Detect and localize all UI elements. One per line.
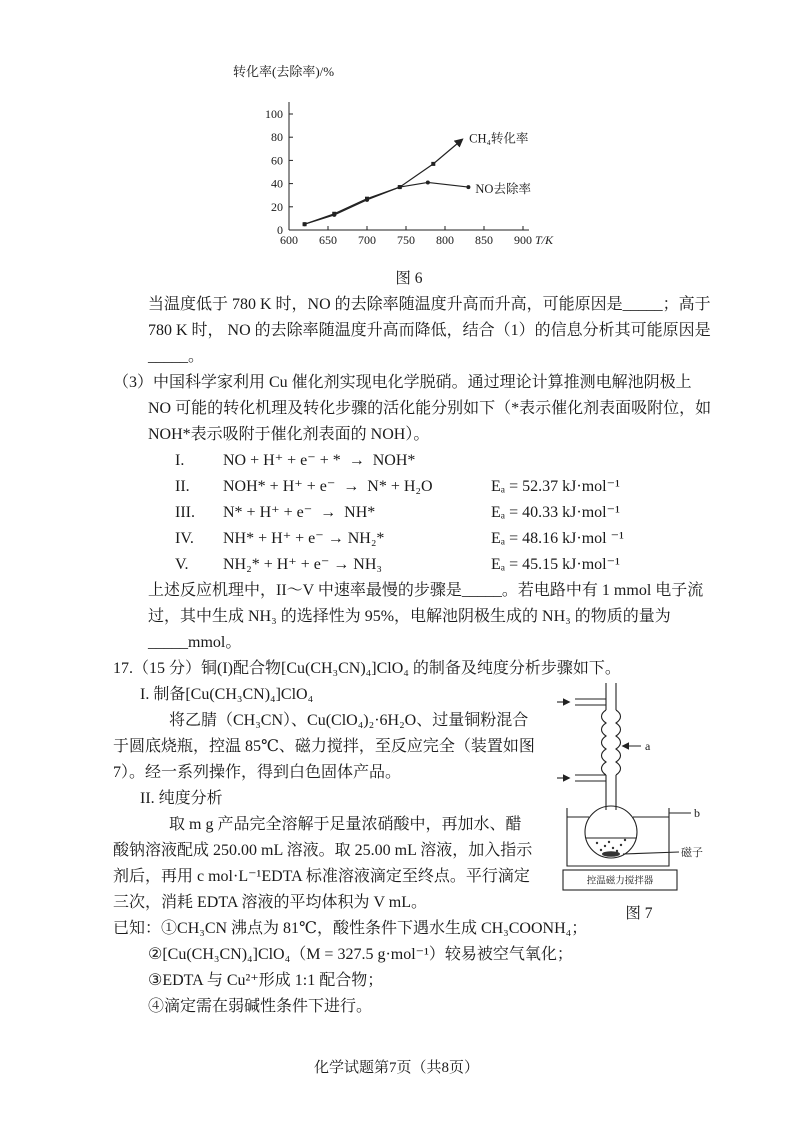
y-tick-label: 0 <box>277 223 283 237</box>
data-point <box>332 213 336 217</box>
stir-bar <box>602 851 620 857</box>
data-point <box>466 185 470 189</box>
step-activation-energy: Eₐ = 40.33 kJ·mol⁻¹ <box>491 504 620 521</box>
step-equation: N* + H⁺ + e⁻ → NH* <box>223 504 376 521</box>
reaction-step-1 <box>175 448 717 474</box>
paragraph-no-removal: 当温度低于 780 K 时，NO 的去除率随温度升高而升高，可能原因是_____；高于 780 K 时， NO 的去除率随温度升高而降低，结合（1）的信息分析其可能原因是_____。 <box>148 296 711 365</box>
step-equation: NH* + H⁺ + e⁻ → NH₂* <box>223 530 385 547</box>
series-curve <box>305 182 469 224</box>
step-activation-energy: Eₐ = 45.15 kJ·mol⁻¹ <box>491 556 620 573</box>
step-equation: NO + H⁺ + e⁻ + * → NOH* <box>223 452 416 469</box>
y-tick-label: 40 <box>271 176 283 191</box>
data-point <box>398 185 402 189</box>
x-tick-label: 600 <box>280 233 298 247</box>
label-b: b <box>694 806 700 820</box>
y-tick-label: 20 <box>271 199 283 214</box>
x-tick-label: 750 <box>397 233 415 247</box>
series-curve <box>305 140 463 225</box>
known-item-4: ④滴定需在弱碱性条件下进行。 <box>148 998 373 1015</box>
stir-bar-label: 磁子 <box>681 847 703 859</box>
stir-bar-leader <box>623 852 679 854</box>
figure-6-caption: 图 6 <box>395 270 423 287</box>
copper-powder-dots <box>596 839 626 852</box>
data-point <box>426 180 430 184</box>
condenser-tube <box>606 683 616 810</box>
condenser-bulbs <box>602 710 621 775</box>
q17-body <box>113 682 537 916</box>
figure-7-block <box>551 680 727 927</box>
apparatus-diagram <box>551 680 727 892</box>
figure-7-caption: 图 7 <box>625 905 653 922</box>
label-a: a <box>645 739 651 753</box>
known-facts <box>113 916 717 1020</box>
known-item-3: ③EDTA 与 Cu²⁺形成 1:1 配合物； <box>148 972 384 989</box>
q17-heading: 17.（15 分）铜(I)配合物[Cu(CH₃CN)₄]ClO₄ 的制备及纯度分析步骤如下。 <box>113 660 621 677</box>
conversion-rate-chart <box>231 58 583 256</box>
y-tick-label: 60 <box>271 153 283 168</box>
reaction-step-5 <box>175 552 717 578</box>
x-tick-label: 650 <box>319 233 337 247</box>
question-17 <box>113 656 717 1020</box>
y-tick-label: 100 <box>265 107 283 121</box>
data-point <box>303 222 307 226</box>
section-3-intro: （3）中国科学家利用 Cu 催化剂实现电化学脱硝。通过理论计算推测电解池阴极上 NO 可能的转化机理及转化步骤的活化能分别如下（*表示催化剂表面吸附位，如 NOH*表示吸附于催化剂表面的 NOH）。 <box>113 374 712 443</box>
step-number: II. <box>175 478 190 495</box>
section-3-closing: 上述反应机理中，II～V 中速率最慢的步骤是_____。若电路中有 1 mmol 电子流过，其中生成 NH₃ 的选择性为 95%，电解池阴极生成的 NH₃ 的物质的量为_____mmol。 <box>148 582 704 651</box>
x-axis-title: T/K <box>535 233 554 247</box>
known-label: 已知： <box>113 920 162 937</box>
step-activation-energy: Eₐ = 52.37 kJ·mol⁻¹ <box>491 478 620 495</box>
round-bottom-flask <box>585 806 637 858</box>
step-number: V. <box>175 556 189 573</box>
page-content <box>113 58 717 1020</box>
part-1-text: 将乙腈（CH₃CN）、Cu(ClO₄)₂·6H₂O、过量铜粉混合于圆底烧瓶，控温 85℃、磁力搅拌，至反应完全（装置如图 7）。经一系列操作，得到白色固体产品。 <box>113 712 535 781</box>
data-point <box>431 162 435 166</box>
figure-6-block <box>231 58 587 292</box>
page-footer: 化学试题第7页（共8页） <box>313 1060 479 1076</box>
reaction-step-3 <box>175 500 717 526</box>
reaction-step-4 <box>175 526 717 552</box>
magnetic-stirrer-label: 控温磁力搅拌器 <box>586 876 654 887</box>
step-number: III. <box>175 504 195 521</box>
x-tick-label: 800 <box>436 233 454 247</box>
known-item-1: ①CH₃CN 沸点为 81℃，酸性条件下遇水生成 CH₃COONH₄； <box>161 920 588 937</box>
known-item-2: ②[Cu(CH₃CN)₄]ClO₄（M = 327.5 g·mol⁻¹）较易被空气氧化； <box>148 946 573 963</box>
series-label: NO去除率 <box>475 182 531 197</box>
step-equation: NH₂* + H⁺ + e⁻ → NH₃ <box>223 556 382 573</box>
x-tick-label: 700 <box>358 233 376 247</box>
series-label: CH₄转化率 <box>469 131 529 146</box>
part-2-text: 取 m g 产品完全溶解于足量浓硝酸中，再加水、醋酸钠溶液配成 250.00 mL 溶液。取 25.00 mL 溶液，加入指示剂后，再用 c mol·L⁻¹EDTA 标准溶液滴定至终点。平行滴定三次，消耗 EDTA 溶液的平均体积为 V mL。 <box>113 816 533 911</box>
part-2-heading: II. 纯度分析 <box>140 790 223 807</box>
step-activation-energy: Eₐ = 48.16 kJ·mol ⁻¹ <box>491 530 624 547</box>
y-axis-title: 转化率(去除率)/% <box>233 64 335 79</box>
step-number: I. <box>175 452 185 469</box>
data-point <box>365 198 369 202</box>
reaction-mechanism-list <box>175 448 717 578</box>
step-equation: NOH* + H⁺ + e⁻ → N* + H₂O <box>223 478 433 495</box>
x-tick-label: 850 <box>475 233 493 247</box>
step-number: IV. <box>175 530 194 547</box>
x-tick-label: 900 <box>514 233 532 247</box>
y-tick-label: 80 <box>271 130 283 145</box>
reaction-step-2 <box>175 474 717 500</box>
part-1-heading: I. 制备[Cu(CH₃CN)₄]ClO₄ <box>140 686 314 703</box>
